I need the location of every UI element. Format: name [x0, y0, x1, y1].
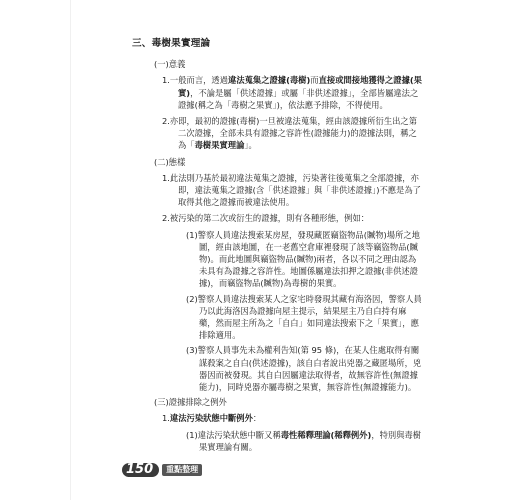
document-body [132, 38, 422, 456]
example-3 [186, 344, 422, 393]
example-number: (2) [186, 293, 198, 304]
example-number: (3) [186, 345, 198, 356]
text-span: 違法污染狀態中斷又稱 [197, 429, 281, 440]
page-footer [122, 462, 202, 478]
subsection-heading-exceptions: (三)證據排除之例外 [154, 397, 227, 408]
text-span: 亦即，最初的證據(毒樹)一旦被違法蒐集，經由該證據所衍生出之第二次證據，全部未具有證據之容許性(證據能力)的證據法則，稱之為「 [169, 116, 418, 151]
item-number: 2. [162, 116, 170, 127]
exception-example-1 [186, 429, 422, 453]
text-span: ，特別與毒樹果實理論有關。 [199, 429, 422, 452]
subsection-heading-meaning: (一)意義 [154, 59, 186, 70]
text-span: ，不論是屬「供述證據」或屬「非供述證據」，全部皆屬違法之證據(稱之為「毒樹之果實」)，依法應予排除，不得使用。 [178, 87, 419, 110]
bold-term: 毒樹果實理論 [194, 140, 245, 151]
text-span: 警察人員事先未為權利告知(第 95 條)，在某人住處取得有關謀殺案之自白(供述證據)，該自白者說出兇器之藏匿場所，兇器因而被發現。其自白因屬違法取得者，故無容許性(無證據能力)，同時兇器亦屬毒樹之果實，無容許性(無證據能力)。 [197, 345, 422, 393]
item-number: 1. [162, 172, 170, 183]
bold-term: 違法污染狀態中斷例外 [169, 413, 253, 424]
exceptions-item-1 [162, 412, 422, 424]
example-1 [186, 229, 422, 290]
item-number: 2. [162, 213, 170, 224]
text-span: ： [252, 413, 262, 424]
text-span: 」。 [244, 140, 257, 151]
meaning-item-1 [162, 74, 422, 111]
bold-term: 毒性稀釋理論(稀釋例外) [280, 429, 372, 440]
section-title: 三、毒樹果實理論 [132, 38, 211, 49]
page-binding-edge [70, 0, 71, 500]
item-number: 1. [162, 413, 170, 424]
forms-item-2 [162, 212, 422, 224]
text-span: 而 [310, 75, 319, 86]
bold-term: 違法蒐集之證據(毒樹) [228, 75, 311, 86]
subsection-heading-forms: (二)態樣 [154, 156, 186, 167]
example-number: (1) [186, 229, 198, 240]
page-number: 150 [122, 463, 159, 477]
item-number: 1. [162, 75, 170, 86]
forms-item-1 [162, 172, 422, 209]
text-span: 警察人員違法搜索某人之家宅時發現其藏有海洛因，警察人員乃以此海洛因為證據向屋主提示，結果屋主乃自白持有麻藥，然而屋主所為之「自白」如同違法搜索下之「果實」，應排除適用。 [197, 293, 422, 341]
meaning-item-2 [162, 115, 422, 152]
bold-underlined-term: 直接或間接地獲得之證據(果實) [178, 75, 422, 98]
text-span: 被污染的第二次或衍生的證據，則有各種形態，例如： [169, 213, 370, 224]
text-span: 此法則乃基於最初違法蒐集之證據，污染著往後蒐集之全部證據，亦即，違法蒐集之證據(含「供述證據」與「非供述證據」)不應是為了取得其他之證據而被違法使用。 [169, 172, 421, 208]
example-2 [186, 293, 422, 342]
text-span: 一般而言，透過 [169, 75, 229, 86]
section-tag: 重點整理 [162, 464, 202, 476]
text-span: 警察人員違法搜索某房屋，發現藏匿竊盜物品(贓物)場所之地圖，經由該地圖，在一老舊空倉庫裡發現了該等竊盜物品(贓物)。而此地圖與竊盜物品(贓物)兩者，各以不同之理由認為未具有為證據之容許性。地圖係屬違法扣押之證據(非供述證據)，而竊盜物品(贓物)為毒樹的果實。 [197, 229, 420, 289]
example-number: (1) [186, 429, 198, 440]
